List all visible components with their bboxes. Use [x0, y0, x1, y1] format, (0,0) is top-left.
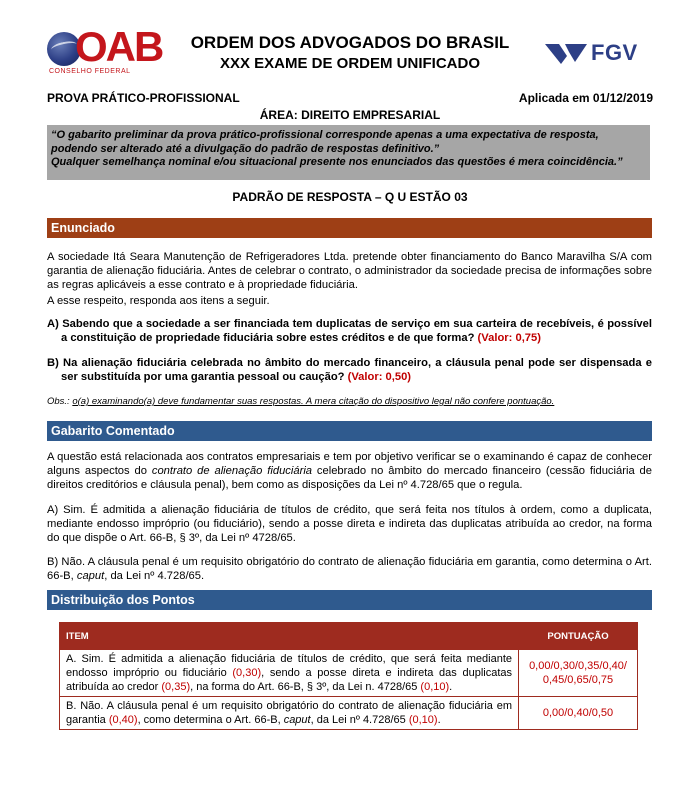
column-header-item: ITEM [60, 623, 519, 650]
fgv-logo-text: FGV [591, 40, 638, 65]
cell-value: (0,10) [420, 681, 450, 693]
column-header-pontuacao: PONTUAÇÃO [519, 623, 638, 650]
question-item-a [47, 317, 652, 345]
page-title: ORDEM DOS ADVOGADOS DO BRASIL [190, 33, 510, 52]
cell-text: . [449, 681, 453, 693]
table-header-row [60, 623, 638, 650]
applied-date: Aplicada em 01/12/2019 [518, 91, 653, 105]
question-item-b-text: B) Na alienação fiduciária celebrada no âmbito do mercado financeiro, a cláusula penal pode ser dispensada e ser substituída por uma garantia pessoal ou caução? [47, 357, 652, 383]
observation-text: o(a) examinando(a) deve fundamentar suas respostas. A mera citação do dispositivo legal não confere pontuação. [72, 396, 555, 407]
commentary-intro-italic: contrato de alienação fiduciária [151, 465, 313, 477]
table-cell-item [60, 650, 519, 697]
commentary-intro-text: A questão está relacionada aos contratos empresariais e tem por objetivo verificar se o examinando é capaz de conhecer alguns aspectos do [47, 451, 652, 477]
oab-logo [47, 23, 163, 80]
commentary-intro [47, 450, 652, 492]
cell-value: (0,40) [108, 714, 138, 726]
statement-instruction: A esse respeito, responda aos itens a seguir. [47, 295, 270, 307]
question-item-a-value: (Valor: 0,75) [477, 332, 541, 344]
cell-text: A. Sim. É admitida a alienação fiduciária de títulos de crédito, que será feita mediante endosso impróprio ou fiduciário [66, 653, 512, 679]
disclaimer-line-1: “O gabarito preliminar da prova prático-profissional corresponde apenas a uma expectativa de resposta, podendo ser alterado até a divulgação do padrão de respostas definitivo.” [51, 129, 599, 155]
oab-logo-subtitle: CONSELHO FEDERAL [49, 68, 131, 75]
observation-label: Obs.: [47, 396, 70, 407]
table-cell-item [60, 697, 519, 730]
commentary-intro-text-end: celebrado no âmbito do mercado financeiro (cessão fiduciária de direitos creditórios e cláusula penal), bem como as disposições da Lei nº 4.728/65 que o regula. [47, 465, 652, 491]
cell-value: (0,10) [408, 714, 438, 726]
cell-text: B. Não. A cláusula penal é um requisito obrigatório do contrato de alienação fiduciária em garantia [66, 700, 512, 726]
statement-paragraph: A sociedade Itá Seara Manutenção de Refrigeradores Ltda. pretende obter financiamento do Banco Maravilha S/A com garantia de alienação fiduciária. Antes de celebrar o contrato, o administrador da sociedade precisa de informações sobre as regras aplicáveis a esse contrato e à propriedade fiduciária. [47, 251, 652, 291]
exam-area: ÁREA: DIREITO EMPRESARIAL [259, 108, 441, 122]
cell-value: (0,30) [232, 667, 262, 679]
oab-logo-letters: OAB [75, 23, 163, 70]
table-cell-points: 0,00/0,30/0,35/0,40/ 0,45/0,65/0,75 [519, 650, 638, 697]
page-subtitle: XXX EXAME DE ORDEM UNIFICADO [219, 55, 481, 72]
fgv-mark-icon [545, 42, 587, 66]
answer-a: A) Sim. É admitida a alienação fiduciária de títulos de crédito, que será feita nos títulos à ordem, como a duplicata, mediante endosso impróprio (ou fiduciário), sendo a posse direta e indireta das duplicatas atribuída ao credor, na forma do que dispõe o Art. 66-B, § 3º, da Lei nº 4728/65. [47, 504, 652, 544]
cell-italic: caput [283, 714, 311, 726]
cell-text: , na forma do Art. 66-B, § 3º, da Lei n. 4728/65 [190, 681, 421, 693]
exam-type: PROVA PRÁTICO-PROFISSIONAL [47, 91, 240, 105]
section-heading-distribuicao: Distribuição dos Pontos [47, 590, 652, 610]
disclaimer-box [47, 125, 650, 180]
table-cell-points: 0,00/0,40/0,50 [519, 697, 638, 730]
cell-value: (0,35) [161, 681, 191, 693]
points-distribution-table [59, 622, 638, 730]
observation-note [47, 396, 652, 407]
answer-standard-title: PADRÃO DE RESPOSTA – Q U ESTÃO 03 [232, 190, 468, 204]
cell-text: , da Lei nº 4.728/65 [310, 714, 409, 726]
cell-text: , como determina o Art. 66-B, [137, 714, 284, 726]
cell-text: , sendo a posse direta e indireta das duplicatas atribuída ao credor [66, 667, 512, 693]
answer-b-text: B) Não. A cláusula penal é um requisito obrigatório do contrato de alienação fiduciária em garantia, como determina o Art. 66-B, [47, 556, 652, 582]
question-item-b [47, 356, 652, 384]
answer-b-italic: caput [76, 570, 105, 582]
fgv-logo [545, 40, 655, 68]
answer-b [47, 555, 652, 583]
cell-text: . [437, 714, 441, 726]
question-item-a-text: A) Sabendo que a sociedade a ser financiada tem duplicatas de serviço em sua carteira de recebíveis, é possível a constituição de propriedade fiduciária sobre estes créditos e de que forma? [47, 318, 652, 344]
section-heading-enunciado: Enunciado [47, 218, 652, 238]
table-row [60, 697, 638, 730]
disclaimer-line-2: Qualquer semelhança nominal e/ou situacional presente nos enunciados das questões é mera coincidência.” [51, 156, 623, 168]
table-row [60, 650, 638, 697]
question-item-b-value: (Valor: 0,50) [347, 371, 412, 383]
answer-b-text-end: , da Lei nº 4.728/65. [104, 570, 205, 582]
section-heading-gabarito: Gabarito Comentado [47, 421, 652, 441]
